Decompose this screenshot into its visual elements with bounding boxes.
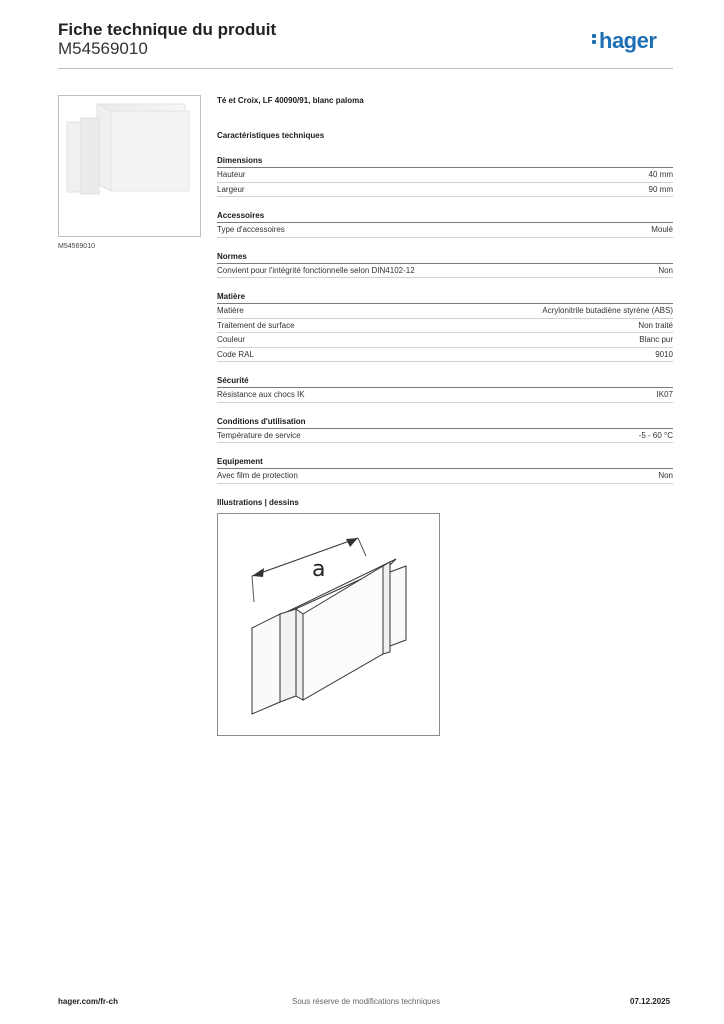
spec-label: Hauteur [217,170,246,179]
group-title: Normes [217,250,673,264]
spec-row [217,333,673,348]
group-title: Accessoires [217,209,673,223]
group-title: Equipement [217,455,673,469]
product-photo-icon [59,96,200,236]
group-accessories [217,209,673,238]
spec-value: Non traité [638,320,673,330]
footer-website[interactable]: hager.com/fr-ch [58,997,119,1006]
spec-label: Température de service [217,430,301,440]
spec-value: Blanc pur [639,335,673,344]
spec-row [217,388,673,403]
group-dimensions [217,154,673,197]
spec-row [217,348,673,363]
spec-value: 9010 [655,349,673,359]
spec-label: Convient pour l'intégrité fonctionnelle selon DIN4102-12 [217,265,415,275]
spec-label: Résistance aux chocs IK [217,390,305,399]
product-code: M54569010 [58,39,148,58]
logo-dots-icon [592,32,597,46]
footer-date: 07.12.2025 [630,997,671,1006]
header-divider [58,68,673,69]
spec-row [217,223,673,238]
group-title: Matière [217,290,673,304]
spec-label: Largeur [217,184,245,194]
product-name: Té et Croix, LF 40090/91, blanc paloma [217,96,364,105]
image-caption: M54569010 [58,243,95,250]
spec-row [217,168,673,183]
product-image [58,95,201,237]
specifications [217,96,673,507]
spec-value: Non [658,265,673,275]
group-conditions [217,415,673,444]
spec-row [217,319,673,334]
spec-row [217,264,673,279]
footer-disclaimer: Sous réserve de modifications techniques [292,997,441,1006]
spec-label: Traitement de surface [217,320,295,330]
spec-value: -5 - 60 °C [638,430,673,440]
spec-row [217,304,673,319]
group-material [217,290,673,362]
spec-label: Type d'accessoires [217,225,285,234]
spec-label: Couleur [217,335,246,344]
spec-label: Code RAL [217,349,254,359]
spec-value: IK07 [656,390,673,399]
characteristics-heading: Caractéristiques techniques [217,131,325,140]
spec-row [217,469,673,484]
technical-drawing [217,513,440,736]
spec-value: Moulé [651,225,673,234]
spec-row [217,429,673,444]
tee-cross-drawing-icon [218,514,439,735]
brand-name: hager [599,28,657,53]
spec-label: Avec film de protection [217,471,298,480]
spec-value: Non [658,471,673,480]
group-title: Conditions d'utilisation [217,415,673,429]
illustrations-heading: Illustrations | dessins [217,497,299,507]
spec-value: 90 mm [648,184,673,194]
spec-label: Matière [217,306,244,315]
dimension-label: a [312,557,326,582]
group-safety [217,374,673,403]
group-title: Dimensions [217,154,673,168]
group-equipment [217,455,673,484]
spec-row [217,183,673,198]
brand-logo [592,28,656,54]
page-title: Fiche technique du produit [58,20,277,39]
group-title: Sécurité [217,374,673,388]
spec-value: Acrylonitrile butadiène styrène (ABS) [542,306,673,315]
group-standards [217,250,673,279]
spec-value: 40 mm [648,170,673,179]
